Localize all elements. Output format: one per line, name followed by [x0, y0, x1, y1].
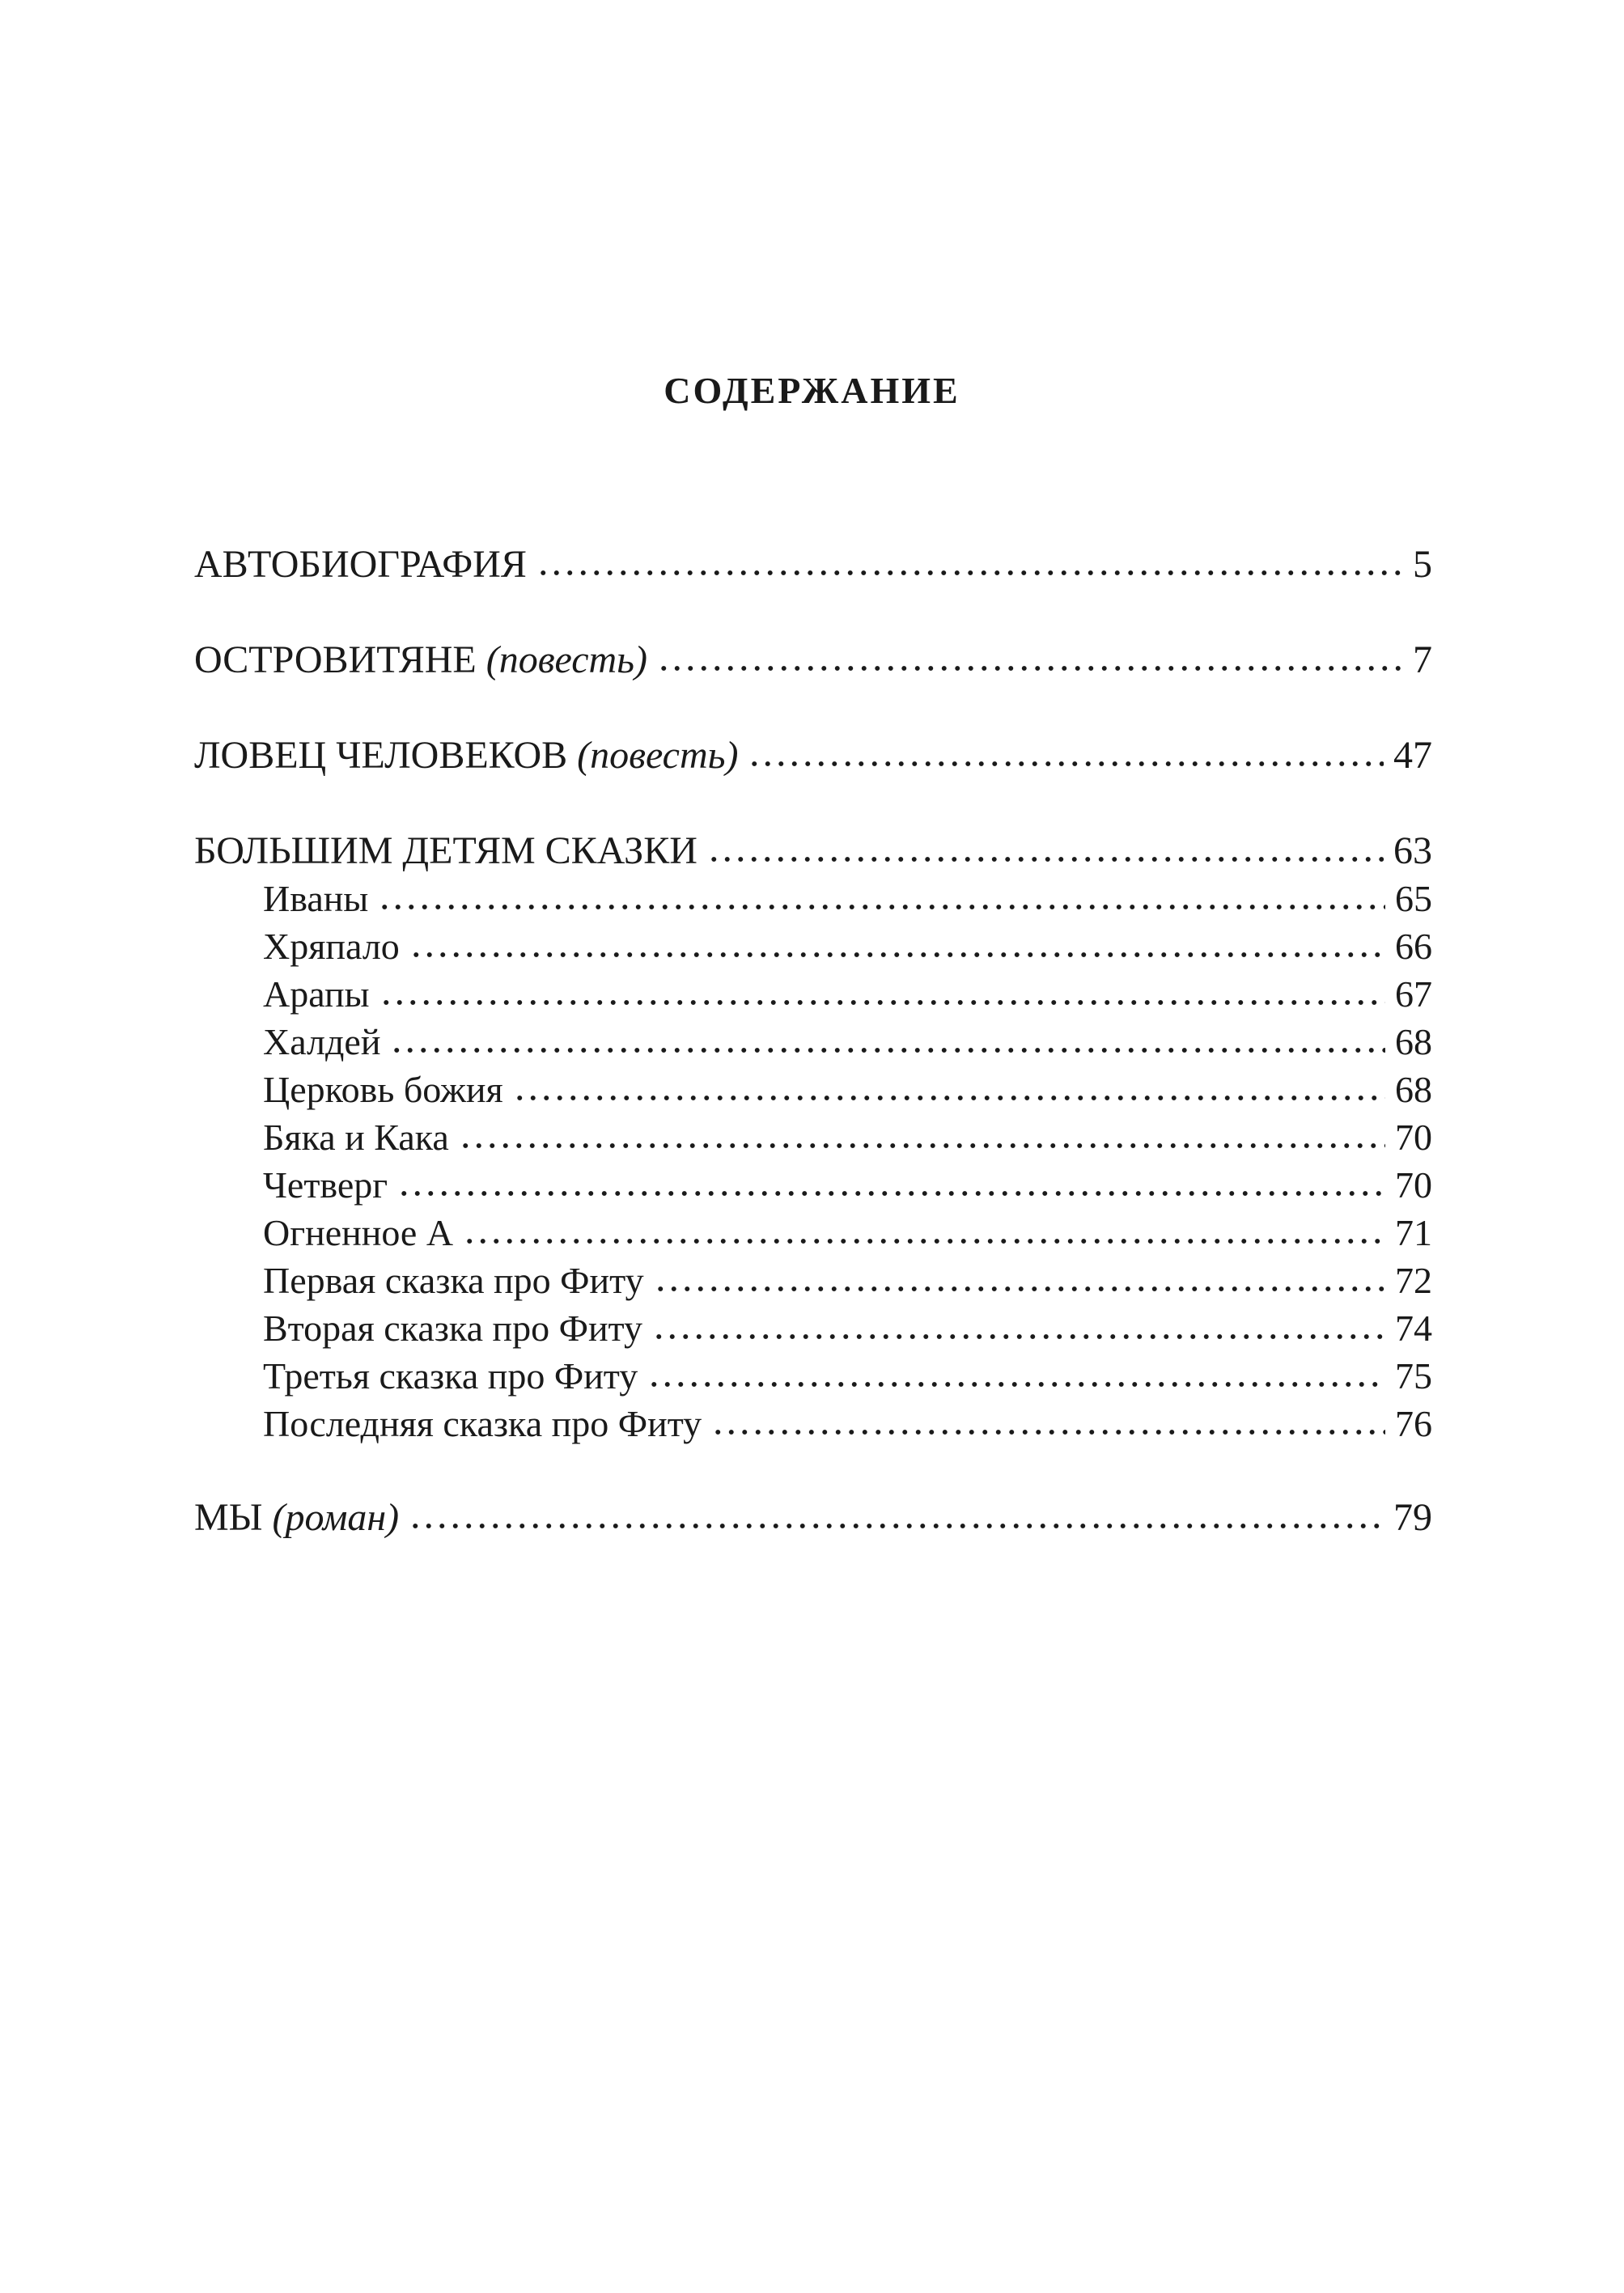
- toc-page-number: 7: [1413, 638, 1432, 681]
- toc-page-number: 75: [1395, 1355, 1432, 1397]
- toc-subentry-title: Халдей: [263, 1021, 381, 1062]
- toc-subentry-title: Третья сказка про Фиту: [263, 1355, 638, 1397]
- toc-page-number: 71: [1395, 1212, 1432, 1253]
- toc-page-number: 70: [1395, 1164, 1432, 1206]
- toc-subentry[interactable]: [263, 1155, 1432, 1210]
- toc-subentry[interactable]: [263, 1202, 1432, 1257]
- toc-subentry-title: Хряпало: [263, 926, 400, 967]
- toc-entry[interactable]: [194, 629, 1432, 685]
- toc-entry-title: ЛОВЕЦ ЧЕЛОВЕКОВ (повесть): [194, 734, 739, 777]
- dot-leader: [711, 1427, 1385, 1437]
- toc-subentry[interactable]: [263, 1250, 1432, 1305]
- toc-entry-title: БОЛЬШИМ ДЕТЯМ СКАЗКИ: [194, 829, 698, 872]
- toc-entry[interactable]: [194, 820, 1432, 875]
- dot-leader: [397, 1189, 1385, 1198]
- dot-leader: [378, 902, 1385, 912]
- toc-page-number: 68: [1395, 1021, 1432, 1062]
- toc-entry-title: ОСТРОВИТЯНЕ (повесть): [194, 638, 647, 681]
- dot-leader: [652, 1332, 1385, 1341]
- toc-subentry[interactable]: [263, 1011, 1432, 1066]
- toc-page-number: 5: [1413, 543, 1432, 586]
- toc-page-number: 70: [1395, 1117, 1432, 1158]
- toc-subentry-title: Четверг: [263, 1164, 388, 1206]
- toc-subentry[interactable]: [263, 1059, 1432, 1114]
- toc-entry[interactable]: [194, 725, 1432, 780]
- toc-page-number: 74: [1395, 1308, 1432, 1349]
- toc-subentry-title: Арапы: [263, 973, 370, 1015]
- toc-subentry-title: Бяка и Кака: [263, 1117, 449, 1158]
- dot-leader: [654, 1284, 1385, 1294]
- toc-entry-title: МЫ (роман): [194, 1496, 400, 1539]
- toc-subentry[interactable]: [263, 1107, 1432, 1162]
- toc-entry[interactable]: [194, 534, 1432, 589]
- toc-subentry[interactable]: [263, 1298, 1432, 1353]
- toc-subentry-title: Последняя сказка про Фиту: [263, 1403, 702, 1444]
- dot-leader: [657, 663, 1403, 673]
- dot-leader: [513, 1093, 1385, 1103]
- toc-page-number: 67: [1395, 973, 1432, 1015]
- toc-page-number: 47: [1393, 734, 1432, 777]
- toc-page-number: 76: [1395, 1403, 1432, 1444]
- toc-subentry[interactable]: [263, 916, 1432, 971]
- dot-leader: [536, 568, 1403, 578]
- dot-leader: [390, 1045, 1385, 1055]
- toc-page-number: 65: [1395, 878, 1432, 919]
- dot-leader: [463, 1236, 1385, 1246]
- dot-leader: [379, 998, 1385, 1007]
- toc-entry[interactable]: [194, 1487, 1432, 1542]
- toc-page-number: 63: [1393, 829, 1432, 872]
- toc-page-number: 72: [1395, 1260, 1432, 1301]
- toc-page-number: 66: [1395, 926, 1432, 967]
- toc-subentry[interactable]: [263, 868, 1432, 923]
- dot-leader: [748, 759, 1384, 769]
- toc-subentry-title: Иваны: [263, 878, 369, 919]
- dot-leader: [409, 1521, 1384, 1531]
- toc-entry-title: АВТОБИОГРАФИЯ: [194, 543, 527, 586]
- toc-subentry[interactable]: [263, 1393, 1432, 1448]
- toc-page-number: 79: [1393, 1496, 1432, 1539]
- toc-subentry-title: Огненное А: [263, 1212, 454, 1253]
- dot-leader: [707, 854, 1384, 864]
- toc-subentry-title: Первая сказка про Фиту: [263, 1260, 644, 1301]
- toc-subentry-title: Вторая сказка про Фиту: [263, 1308, 643, 1349]
- toc-subentry[interactable]: [263, 964, 1432, 1019]
- dot-leader: [409, 950, 1385, 960]
- toc-page-number: 68: [1395, 1069, 1432, 1110]
- dot-leader: [459, 1141, 1385, 1151]
- toc-subentry-title: Церковь божия: [263, 1069, 503, 1110]
- dot-leader: [647, 1380, 1385, 1389]
- toc-subentry[interactable]: [263, 1346, 1432, 1401]
- page-title: СОДЕРЖАНИЕ: [664, 370, 960, 411]
